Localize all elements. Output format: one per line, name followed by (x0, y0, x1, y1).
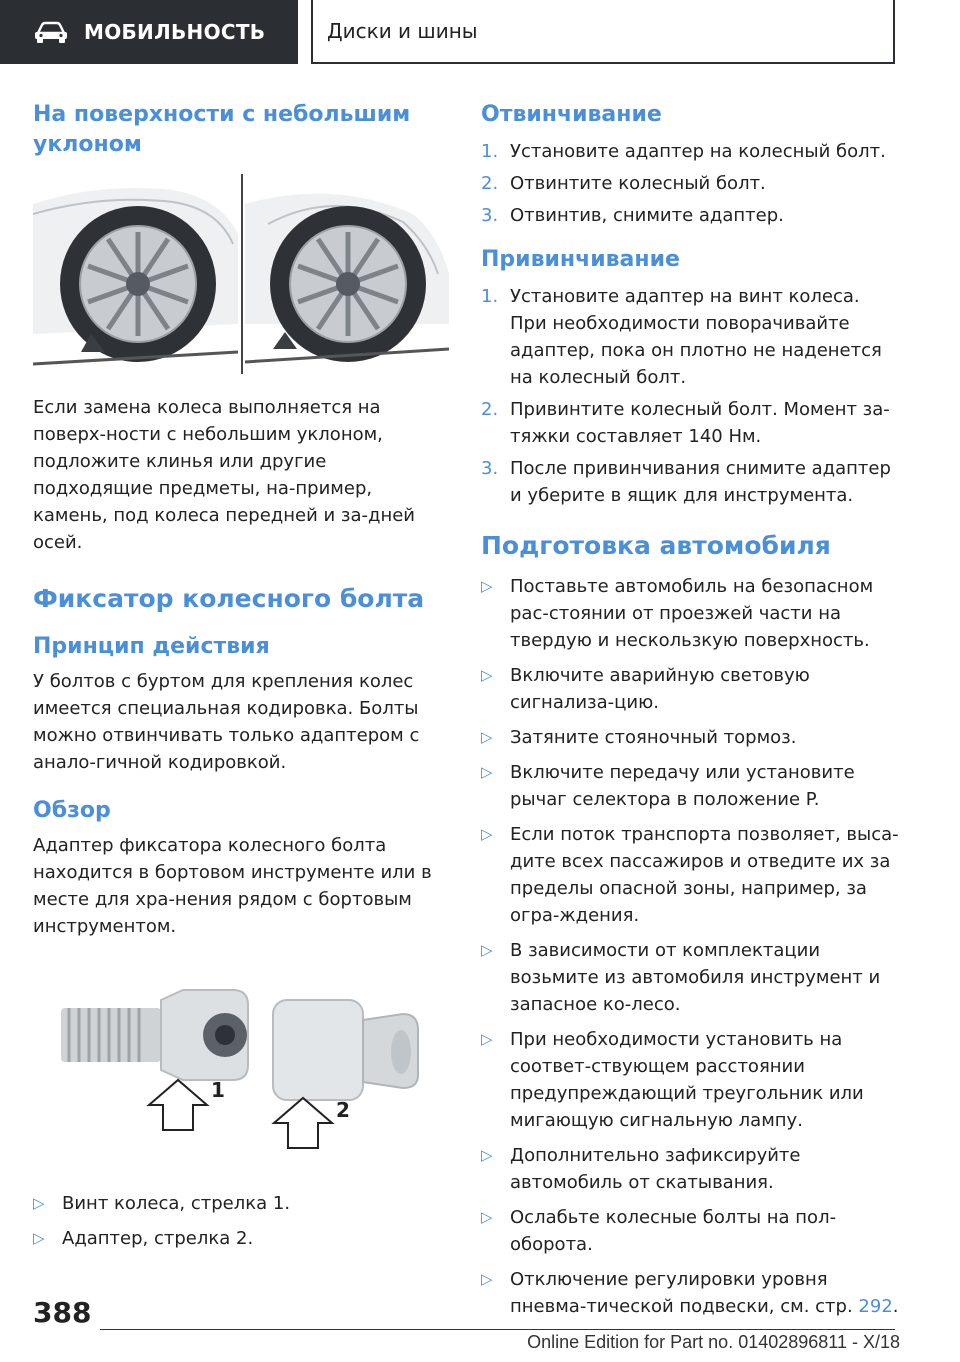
list-item: ▷ Ослабьте колесные болты на пол-оборота. (481, 1204, 901, 1258)
list-item: 2. Отвинтите колесный болт. (481, 173, 766, 194)
list-item: 1. Установите адаптер на колесный болт. (481, 141, 886, 162)
triangle-bullet-icon: ▷ (481, 1030, 493, 1048)
wheel-bolt-drawing (61, 990, 248, 1080)
right-column (481, 100, 901, 1320)
heading-wheel-lock: Фиксатор колесного болта (33, 584, 425, 613)
heading-screw: Привинчивание (481, 247, 680, 272)
arrow-1-label: 1 (211, 1078, 225, 1102)
paragraph-principle: У болтов с буртом для крепления колес имеется специальная кодировка. Болты можно отвинчивать только адаптером с анало-гичной кодировкой. (33, 671, 420, 773)
arrow-2-label: 2 (336, 1098, 350, 1122)
list-item: ▷ Адаптер, стрелка 2. (33, 1225, 449, 1252)
list-item: ▷ Поставьте автомобиль на безопасном рас-стоянии от проезжей части на твердую и нескользкую поверхность. (481, 573, 901, 654)
triangle-bullet-icon: ▷ (481, 763, 493, 781)
list-item: ▷ Включите аварийную световую сигнализа-цию. (481, 662, 901, 716)
screw-steps (481, 283, 901, 509)
chapter-tab (311, 0, 895, 64)
triangle-bullet-icon: ▷ (481, 666, 493, 684)
triangle-bullet-icon: ▷ (33, 1194, 45, 1212)
car-icon (34, 21, 68, 43)
list-item: ▷ Затяните стояночный тормоз. (481, 724, 901, 751)
triangle-bullet-icon: ▷ (481, 825, 493, 843)
list-item: ▷ В зависимости от комплектации возьмите из автомобиля инструмент и запасное ко-лесо. (481, 937, 901, 1018)
heading-principle: Принцип действия (33, 634, 270, 659)
paragraph-overview: Адаптер фиксатора колесного болта находится в бортовом инструменте или в месте для хра-нения рядом с бортовым инструментом. (33, 835, 432, 937)
list-item: 2. Привинтите колесный болт. Момент за-тяжки составляет 140 Нм. (481, 399, 890, 447)
section-title: МОБИЛЬНОСТЬ (84, 20, 266, 44)
triangle-bullet-icon: ▷ (481, 728, 493, 746)
vehicle-prep-list (481, 573, 901, 1320)
list-item: ▷ Отключение регулировки уровня пневма-тической подвески, см. стр. 292. (481, 1266, 901, 1320)
triangle-bullet-icon: ▷ (481, 941, 493, 959)
heading-slope: На поверхности с небольшим уклоном (33, 102, 411, 157)
list-item: ▷ Дополнительно зафиксируйте автомобиль от скатывания. (481, 1142, 901, 1196)
triangle-bullet-icon: ▷ (481, 1270, 493, 1288)
figure-legend-list (33, 1190, 449, 1252)
page-number: 388 (33, 1296, 92, 1329)
list-item: 1. Установите адаптер на винт колеса. При необходимости поворачивайте адаптер, пока он плотно не наденется на колесный болт. (481, 286, 882, 388)
list-item: 3. Отвинтив, снимите адаптер. (481, 205, 784, 226)
wheel-chock-illustration (33, 174, 449, 374)
page-reference-link[interactable]: 292 (858, 1296, 893, 1317)
lock-bolt-adapter-illustration (33, 980, 449, 1150)
footer-divider (100, 1329, 895, 1330)
chapter-title: Диски и шины (327, 19, 478, 43)
triangle-bullet-icon: ▷ (481, 1146, 493, 1164)
unscrew-steps (481, 138, 901, 229)
triangle-bullet-icon: ▷ (481, 1208, 493, 1226)
list-item: 3. После привинчивания снимите адаптер и уберите в ящик для инструмента. (481, 458, 891, 506)
arrow-1-icon (149, 1080, 207, 1130)
heading-unscrew: Отвинчивание (481, 102, 662, 127)
heading-overview: Обзор (33, 798, 111, 823)
list-item: ▷ Винт колеса, стрелка 1. (33, 1190, 449, 1217)
left-column (33, 100, 449, 1252)
paragraph-slope: Если замена колеса выполняется на поверх-ности с небольшим уклоном, подложите клинья или другие подходящие предметы, на-пример, камень, под колеса передней и за-дней осей. (33, 397, 415, 553)
arrow-2-icon (274, 1098, 332, 1148)
list-item: ▷ Включите передачу или установите рычаг селектора в положение P. (481, 759, 901, 813)
list-item: ▷ При необходимости установить на соответ-ствующем расстоянии предупреждающий треугольник или мигающую сигнальную лампу. (481, 1026, 901, 1134)
section-tab (0, 0, 298, 64)
triangle-bullet-icon: ▷ (33, 1229, 45, 1247)
list-item: ▷ Если поток транспорта позволяет, выса-дите всех пассажиров и отведите их за пределы опасной зоны, например, за огра-ждения. (481, 821, 901, 929)
triangle-bullet-icon: ▷ (481, 577, 493, 595)
adapter-drawing (273, 1000, 418, 1100)
heading-vehicle-prep: Подготовка автомобиля (481, 531, 831, 560)
edition-info: Online Edition for Part no. 01402896811 - X/18 (527, 1332, 900, 1352)
